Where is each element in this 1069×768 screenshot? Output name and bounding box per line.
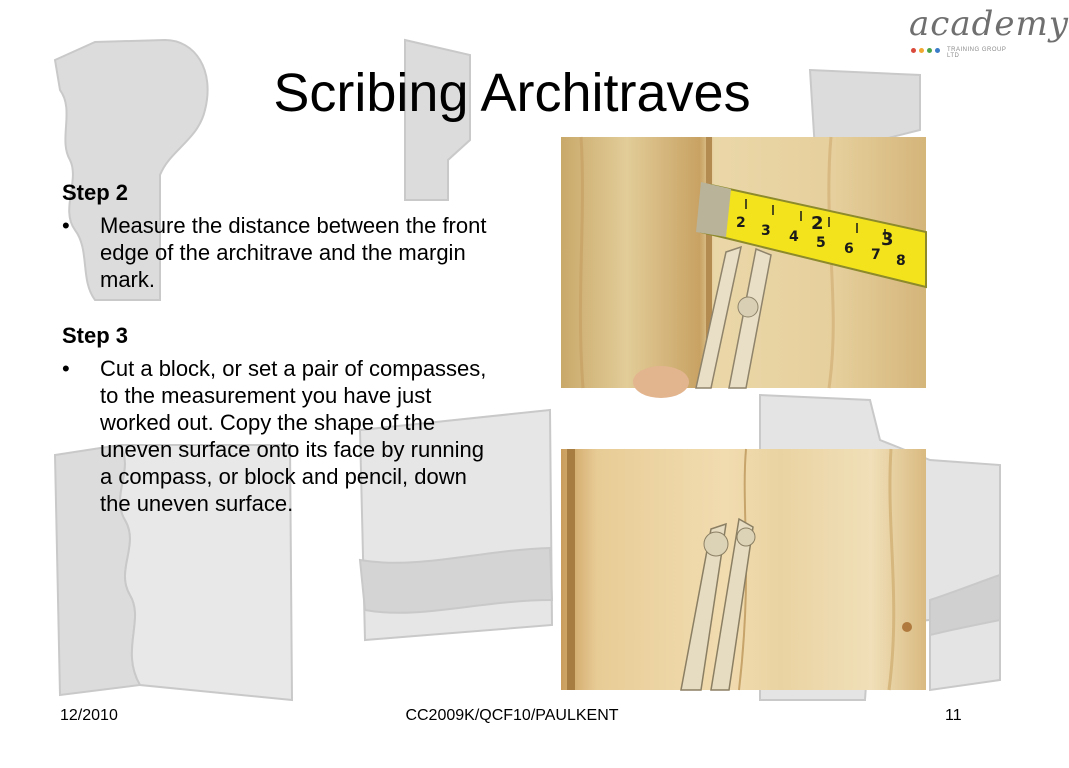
svg-text:2: 2 — [811, 213, 824, 234]
logo-wordmark: academy — [909, 4, 1069, 44]
logo-dot — [911, 48, 916, 53]
step3-bullet-text: Cut a block, or set a pair of compasses, to the measurement you have just worked out. Copy the shape of the uneven surface onto its face by running a compass, or block and pencil, down the uneven surface. — [100, 356, 487, 516]
step2-bullet-text: Measure the distance between the front edge of the architrave and the margin mark. — [100, 213, 487, 292]
svg-text:3: 3 — [761, 223, 771, 239]
step2-heading: Step 2 — [62, 180, 129, 205]
logo-dot — [919, 48, 924, 53]
tape-measure-photo — [561, 137, 926, 388]
academy-logo — [905, 4, 1069, 70]
step2-bullet — [62, 212, 502, 293]
svg-text:7: 7 — [871, 247, 881, 263]
compass-scribing-photo — [561, 449, 926, 690]
bullet-marker: • — [62, 213, 70, 238]
svg-text:2: 2 — [736, 215, 746, 231]
svg-text:3: 3 — [881, 229, 894, 250]
logo-dots — [911, 48, 940, 53]
step3-bullet — [62, 355, 502, 517]
logo-dot — [927, 48, 932, 53]
svg-text:4: 4 — [789, 229, 799, 245]
step3-heading: Step 3 — [62, 323, 129, 348]
footer-date: 12/2010 — [60, 707, 118, 724]
bullet-marker: • — [62, 356, 70, 381]
logo-subtext: TRAINING GROUP LTD — [947, 47, 1007, 59]
svg-text:5: 5 — [816, 235, 826, 251]
slide-body — [62, 180, 502, 517]
slide-title: Scribing Architraves — [273, 63, 751, 123]
svg-text:8: 8 — [896, 253, 906, 269]
svg-text:6: 6 — [844, 241, 854, 257]
slide-number: 11 — [945, 707, 962, 724]
footer-course-code: CC2009K/QCF10/PAULKENT — [405, 707, 619, 724]
logo-dot — [935, 48, 940, 53]
